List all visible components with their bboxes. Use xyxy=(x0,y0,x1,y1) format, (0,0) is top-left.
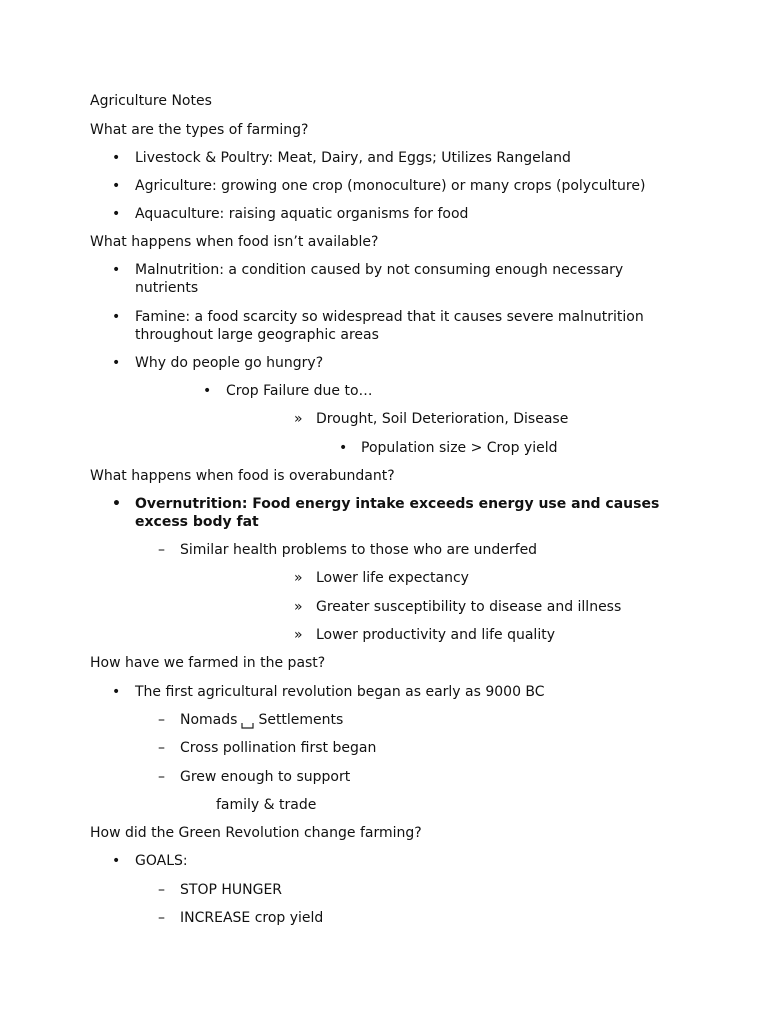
bullet-marker: • xyxy=(112,262,121,278)
settlements-text: Settlements xyxy=(258,712,344,728)
section-heading-food-not-available: What happens when food isn’t available? xyxy=(90,234,379,250)
list-item-overnutrition: Overnutrition: Food energy intake exceeds energy use and causes excess body fat xyxy=(135,496,660,530)
list-item-nomads-settlements xyxy=(180,711,343,729)
list-item-cross-pollination: Cross pollination first began xyxy=(180,740,377,756)
chevron-marker: » xyxy=(294,599,303,615)
list-item-famine: Famine: a food scarcity so widespread that it causes severe malnutrition throughout large geographic areas xyxy=(135,309,644,343)
chevron-marker: » xyxy=(294,411,303,427)
list-item-crop-failure: Crop Failure due to… xyxy=(226,383,373,399)
list-item-why-hungry: Why do people go hungry? xyxy=(135,355,324,371)
list-item-family-trade: family & trade xyxy=(216,797,317,813)
list-item-livestock: Livestock & Poultry: Meat, Dairy, and Eggs; Utilizes Rangeland xyxy=(135,150,571,166)
section-heading-farmed-past: How have we farmed in the past? xyxy=(90,655,326,671)
chevron-marker: » xyxy=(294,627,303,643)
bullet-marker: • xyxy=(112,178,121,194)
list-item-goals: GOALS: xyxy=(135,853,188,869)
section-heading-food-overabundant: What happens when food is overabundant? xyxy=(90,468,395,484)
bullet-marker: • xyxy=(203,383,212,399)
bullet-marker: • xyxy=(112,206,121,222)
arrow-right-icon xyxy=(241,717,254,725)
list-item-life-expectancy: Lower life expectancy xyxy=(316,570,469,586)
list-item-drought: Drought, Soil Deterioration, Disease xyxy=(316,411,569,427)
list-item-population: Population size > Crop yield xyxy=(361,440,558,456)
bullet-marker: • xyxy=(112,684,121,700)
list-item-stop-hunger: STOP HUNGER xyxy=(180,882,283,898)
list-item-similar-problems: Similar health problems to those who are underfed xyxy=(180,542,538,558)
list-item-increase-yield: INCREASE crop yield xyxy=(180,910,324,926)
bullet-marker: • xyxy=(112,150,121,166)
dash-marker: – xyxy=(158,910,165,926)
section-heading-green-revolution: How did the Green Revolution change farming? xyxy=(90,825,422,841)
bullet-marker: • xyxy=(112,496,121,512)
dash-marker: – xyxy=(158,712,165,728)
list-item-grew-enough: Grew enough to support xyxy=(180,769,351,785)
list-item-productivity: Lower productivity and life quality xyxy=(316,627,555,643)
list-item-aquaculture: Aquaculture: raising aquatic organisms for food xyxy=(135,206,469,222)
bullet-marker: • xyxy=(112,355,121,371)
bullet-marker: • xyxy=(112,853,121,869)
dash-marker: – xyxy=(158,769,165,785)
document-title: Agriculture Notes xyxy=(90,93,212,109)
bullet-marker: • xyxy=(112,309,121,325)
list-item-malnutrition: Malnutrition: a condition caused by not consuming enough necessary nutrients xyxy=(135,262,624,296)
nomads-text: Nomads xyxy=(180,712,238,728)
bullet-marker: • xyxy=(339,440,348,456)
list-item-agriculture: Agriculture: growing one crop (monoculture) or many crops (polyculture) xyxy=(135,178,646,194)
list-item-susceptibility: Greater susceptibility to disease and illness xyxy=(316,599,622,615)
section-heading-types-of-farming: What are the types of farming? xyxy=(90,122,309,138)
dash-marker: – xyxy=(158,542,165,558)
dash-marker: – xyxy=(158,740,165,756)
chevron-marker: » xyxy=(294,570,303,586)
list-item-first-revolution: The first agricultural revolution began as early as 9000 BC xyxy=(135,684,545,700)
dash-marker: – xyxy=(158,882,165,898)
